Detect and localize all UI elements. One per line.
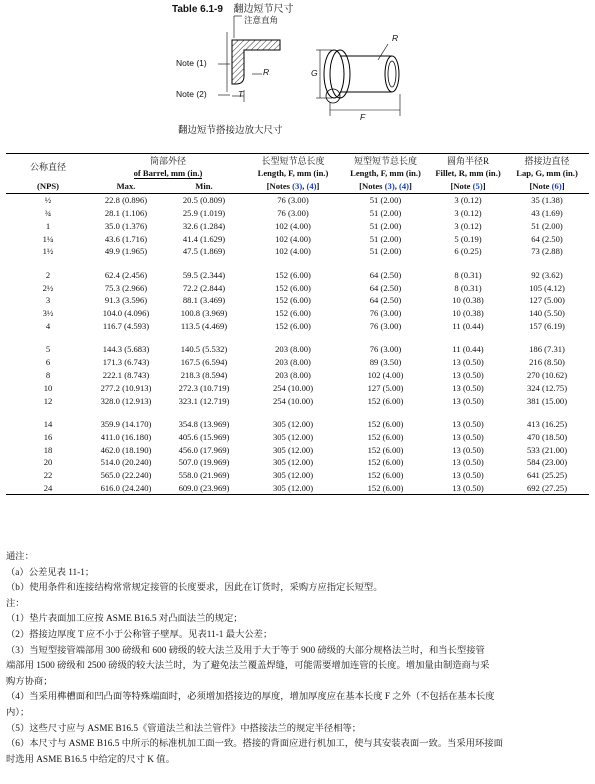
table-row <box>6 281 589 294</box>
cell-barrel-min: 405.6 (15.969) <box>178 431 230 442</box>
cell-nps: 8 <box>45 369 51 380</box>
header-short-note: [Notes (3), (4)] <box>340 180 431 194</box>
general-notes-heading: 通注： <box>6 552 34 562</box>
cell-barrel-max: 28.1 (1.106) <box>104 207 148 218</box>
cell-fillet: 13 (0.50) <box>431 482 505 495</box>
table-row <box>6 232 589 245</box>
figure-label-r-left: R <box>263 67 270 77</box>
cell-long-length: 305 (12.00) <box>272 470 314 481</box>
cell-nps: 18 <box>43 444 53 455</box>
cell-fillet: 8 (0.31) <box>454 269 482 280</box>
group-spacer <box>6 332 589 343</box>
table-row <box>6 430 589 443</box>
lap-detail-section <box>218 16 280 102</box>
cell-barrel-max: 144.3 (5.683) <box>102 344 150 355</box>
cell-long-length: 152 (6.00) <box>275 269 311 280</box>
cell-long-length: 305 (12.00) <box>272 431 314 442</box>
cell-nps: 4 <box>45 320 51 331</box>
cell-nps: 1 <box>45 220 51 231</box>
general-note-b: （b）使用条件和连接结构常常规定接管的长度要求，因此在订货时，采购方应指定长短型。 <box>6 583 383 594</box>
cell-fillet: 13 (0.50) <box>452 369 484 380</box>
note-4-line-2: 内）； <box>6 707 30 718</box>
cell-lap: 641 (25.25) <box>526 470 568 481</box>
cell-long-length: 254 (10.00) <box>272 395 314 406</box>
cell-fillet: 8 (0.31) <box>454 282 482 293</box>
cell-short-length: 76 (3.00) <box>369 308 402 319</box>
header-nps-cn: 公称直径 <box>6 154 90 180</box>
spacer-cell <box>6 332 589 343</box>
cell-long-length: 76 (3.00) <box>277 207 309 218</box>
cell-short-length: 152 (6.00) <box>340 482 431 495</box>
figure-caption: 翻边短节搭接边放大尺寸 <box>178 126 283 136</box>
cell-barrel-min: 32.6 (1.284) <box>182 220 226 231</box>
header-short-en: Length, F, mm (in.) <box>350 168 421 179</box>
cell-long-length: 152 (6.00) <box>275 295 311 306</box>
header-fillet-cn: 圆角半径R <box>431 154 505 168</box>
cell-long-length: 254 (10.00) <box>272 382 314 393</box>
note-link-3[interactable]: (3) <box>384 181 395 192</box>
cell-barrel-max: 116.7 (4.593) <box>102 320 150 331</box>
cell-lap: 692 (27.25) <box>505 482 589 495</box>
cell-lap: 92 (3.62) <box>531 269 563 280</box>
cell-fillet: 3 (0.12) <box>454 207 482 218</box>
cell-short-length: 51 (2.00) <box>369 233 402 244</box>
cell-lap: 157 (6.19) <box>529 320 565 331</box>
table-row <box>6 207 589 220</box>
table-row <box>6 343 589 356</box>
cell-short-length: 76 (3.00) <box>369 344 402 355</box>
header-lap-en: Lap, G, mm (in.) <box>516 168 578 179</box>
cell-fillet: 13 (0.50) <box>452 457 484 468</box>
header-barrel-en: of Barrel, mm (in.) <box>133 168 203 179</box>
header-short-cn: 短型短节总长度 <box>340 154 431 168</box>
note-link-6[interactable]: (6) <box>551 181 562 192</box>
cell-lap: 43 (1.69) <box>531 207 563 218</box>
note-link-3[interactable]: (3) <box>292 181 303 192</box>
notes-heading: 注： <box>6 598 25 609</box>
cell-fillet: 3 (0.12) <box>454 195 482 206</box>
table-row <box>6 268 589 281</box>
header-fillet-en: Fillet, R, mm (in.) <box>435 168 501 179</box>
notes-section <box>6 550 589 768</box>
figure-label-r-right: R <box>392 33 399 43</box>
header-long-cn: 长型短节总长度 <box>246 154 340 168</box>
cell-short-length: 152 (6.00) <box>367 431 404 442</box>
note-2: （2）搭接边厚度 T 应不小于公称管子壁厚。见表11-1 最大公差； <box>6 629 273 640</box>
note-link-5[interactable]: (5) <box>472 181 483 192</box>
figure-label-f: F <box>360 112 366 122</box>
header-fillet-note: [Note (5)] <box>431 180 505 194</box>
cell-long-length: 203 (8.00) <box>275 357 311 368</box>
cell-barrel-max: 277.2 (10.913) <box>100 382 152 393</box>
figure-label-attention: 注意直角 <box>244 15 279 25</box>
cell-nps: 5 <box>45 344 51 355</box>
cell-lap: 64 (2.50) <box>531 233 563 244</box>
cell-long-length: 102 (4.00) <box>275 233 311 244</box>
cell-lap: 533 (21.00) <box>526 444 568 455</box>
cell-nps: 6 <box>45 357 51 368</box>
table-row <box>6 369 589 382</box>
cell-barrel-max: 328.0 (12.913) <box>100 395 152 406</box>
cell-lap: 127 (5.00) <box>529 295 565 306</box>
table-row <box>6 294 589 307</box>
cell-lap: 584 (23.00) <box>526 457 568 468</box>
cell-short-length: 64 (2.50) <box>369 295 402 306</box>
cell-lap: 270 (10.62) <box>526 369 568 380</box>
cell-barrel-max: 359.9 (14.170) <box>100 418 152 429</box>
cell-lap: 51 (2.00) <box>531 220 563 231</box>
note-link-4[interactable]: (4) <box>399 181 410 192</box>
cell-fillet: 13 (0.50) <box>452 382 484 393</box>
cell-nps: 2½ <box>42 282 54 293</box>
dimension-table <box>6 153 589 495</box>
cell-barrel-max: 62.4 (2.456) <box>104 269 148 280</box>
cell-short-length: 51 (2.00) <box>369 195 402 206</box>
cell-nps: 22 <box>43 470 53 481</box>
cell-barrel-min: 59.5 (2.344) <box>182 269 226 280</box>
cell-fillet: 11 (0.44) <box>452 344 484 355</box>
table-row <box>6 219 589 232</box>
cell-barrel-min: 558.0 (21.969) <box>178 470 230 481</box>
cell-barrel-min: 456.0 (17.969) <box>178 444 230 455</box>
cell-fillet: 13 (0.50) <box>452 357 484 368</box>
cell-nps: 1¼ <box>42 233 54 244</box>
cell-barrel-max: 43.6 (1.716) <box>104 233 148 244</box>
cell-barrel-min: 100.8 (3.969) <box>180 308 228 319</box>
cell-nps: 24 <box>6 482 90 495</box>
cell-short-length: 127 (5.00) <box>367 382 404 393</box>
figure-label-g: G <box>311 68 318 78</box>
table-row <box>6 482 589 495</box>
cell-fillet: 13 (0.50) <box>452 444 484 455</box>
note-6-line-2: 时选用 ASME B16.5 中给定的尺寸 K 值。 <box>6 754 175 765</box>
cell-fillet: 13 (0.50) <box>452 395 484 406</box>
cell-barrel-min: 218.3 (8.594) <box>180 369 228 380</box>
cell-barrel-min: 323.1 (12.719) <box>178 395 230 406</box>
cell-short-length: 51 (2.00) <box>369 220 402 231</box>
cell-lap: 381 (15.00) <box>526 395 568 406</box>
note-3-line-2: 端部用 1500 磅级和 2500 磅级的较大法兰时，为了避免法兰覆盖焊缝，可能需要增加连管的长度。增加量由制造商与采 <box>6 661 490 672</box>
note-3-line-3: 购方协商； <box>6 676 53 687</box>
stub-end-drawing <box>170 12 450 140</box>
cell-lap: 140 (5.50) <box>529 308 565 319</box>
cell-nps: 3½ <box>42 308 54 319</box>
note-1: （1）垫片表面加工应按 ASME B16.5 对凸面法兰的规定； <box>6 614 243 625</box>
cell-barrel-min: 272.3 (10.719) <box>178 382 230 393</box>
cell-lap: 73 (2.88) <box>531 246 563 257</box>
cell-long-length: 203 (8.00) <box>275 369 311 380</box>
cell-fillet: 13 (0.50) <box>452 470 484 481</box>
cell-barrel-max: 616.0 (24.240) <box>90 482 162 495</box>
cell-barrel-max: 514.0 (20.240) <box>100 457 152 468</box>
cell-lap: 35 (1.38) <box>531 195 563 206</box>
cell-lap: 186 (7.31) <box>529 344 565 355</box>
cell-barrel-max: 222.1 (8.743) <box>102 369 150 380</box>
cell-nps: 1½ <box>42 246 54 257</box>
table-row <box>6 307 589 320</box>
cell-barrel-min: 41.4 (1.629) <box>182 233 226 244</box>
cell-short-length: 152 (6.00) <box>367 457 404 468</box>
table-row <box>6 443 589 456</box>
table-row <box>6 245 589 258</box>
table-row <box>6 320 589 333</box>
cell-short-length: 152 (6.00) <box>367 444 404 455</box>
table-row <box>6 469 589 482</box>
table-body <box>6 193 589 495</box>
cell-barrel-max: 462.0 (18.190) <box>100 444 152 455</box>
figure-label-note2: Note (2) <box>176 89 207 99</box>
spacer-cell <box>6 407 589 418</box>
cell-barrel-max: 104.0 (4.096) <box>102 308 150 319</box>
table-row <box>6 394 589 407</box>
cell-barrel-min: 167.5 (6.594) <box>180 357 228 368</box>
cell-fillet: 13 (0.50) <box>452 418 484 429</box>
cell-fillet: 13 (0.50) <box>452 431 484 442</box>
cell-barrel-min: 507.0 (19.969) <box>178 457 230 468</box>
cell-short-length: 89 (3.50) <box>369 357 402 368</box>
cell-nps: 3 <box>45 295 51 306</box>
cell-long-length: 152 (6.00) <box>275 282 311 293</box>
cell-fillet: 6 (0.25) <box>454 246 482 257</box>
header-lap-cn: 搭接边直径 <box>505 154 589 168</box>
table-row <box>6 456 589 469</box>
general-note-a: （a）公差见表 11-1； <box>6 567 95 578</box>
cell-barrel-min: 113.5 (4.469) <box>180 320 228 331</box>
table-row <box>6 418 589 431</box>
cell-barrel-max: 411.0 (16.180) <box>100 431 152 442</box>
header-lap-note: [Note (6)] <box>505 180 589 194</box>
cell-barrel-max: 91.3 (3.596) <box>104 295 148 306</box>
header-long-note: [Notes (3), (4)] <box>246 180 340 194</box>
cell-lap: 105 (4.12) <box>529 282 565 293</box>
table-row <box>6 193 589 206</box>
cell-nps: 14 <box>43 418 53 429</box>
table-row <box>6 356 589 369</box>
cell-long-length: 305 (12.00) <box>272 457 314 468</box>
group-spacer <box>6 258 589 269</box>
cell-barrel-max: 22.8 (0.896) <box>104 195 148 206</box>
cell-long-length: 305 (12.00) <box>246 482 340 495</box>
table-row <box>6 381 589 394</box>
figure-label-note1: Note (1) <box>176 58 207 68</box>
cell-lap: 470 (18.50) <box>526 431 568 442</box>
cell-lap: 324 (12.75) <box>526 382 568 393</box>
cell-barrel-max: 35.0 (1.376) <box>104 220 148 231</box>
cell-long-length: 203 (8.00) <box>275 344 311 355</box>
cell-fillet: 10 (0.38) <box>452 295 484 306</box>
cell-nps: 20 <box>43 457 53 468</box>
cell-short-length: 76 (3.00) <box>369 320 402 331</box>
cell-short-length: 64 (2.50) <box>369 269 402 280</box>
cell-short-length: 152 (6.00) <box>367 395 404 406</box>
cell-long-length: 152 (6.00) <box>275 320 311 331</box>
cell-barrel-max: 171.3 (6.743) <box>102 357 150 368</box>
spacer-cell <box>6 258 589 269</box>
cell-nps: 10 <box>43 382 53 393</box>
header-barrel-cn: 筒部外径 <box>90 154 246 168</box>
header-nps-unit: (NPS) <box>6 180 90 194</box>
cell-nps: ½ <box>44 195 52 206</box>
cell-long-length: 76 (3.00) <box>277 195 309 206</box>
note-3-line-1: （3）当短型接管端部用 300 磅级和 600 磅级的较大法兰及用于大于等于 900 磅级的大部分规格法兰时，和当长型接管 <box>6 645 485 656</box>
figure-label-t: T <box>238 89 244 99</box>
cell-nps: 2 <box>45 269 51 280</box>
cell-nps: 12 <box>43 395 53 406</box>
stub-end-view <box>316 44 400 116</box>
cell-long-length: 152 (6.00) <box>275 308 311 319</box>
cell-lap: 216 (8.50) <box>529 357 565 368</box>
note-4-line-1: （4）当采用榫槽面和凹凸面等特殊端面时，必须增加搭接边的厚度，增加厚度应在基本长度 F 之外（不包括在基本长度 <box>6 692 495 703</box>
cell-short-length: 51 (2.00) <box>369 246 402 257</box>
cell-barrel-min: 88.1 (3.469) <box>182 295 226 306</box>
cell-short-length: 152 (6.00) <box>367 470 404 481</box>
cell-fillet: 10 (0.38) <box>452 308 484 319</box>
cell-fillet: 11 (0.44) <box>452 320 484 331</box>
cell-long-length: 102 (4.00) <box>275 246 311 257</box>
cell-nps: 16 <box>43 431 53 442</box>
cell-barrel-min: 72.2 (2.844) <box>182 282 226 293</box>
group-spacer <box>6 407 589 418</box>
header-min: Min. <box>162 180 246 194</box>
cell-barrel-min: 609.0 (23.969) <box>162 482 246 495</box>
cell-fillet: 3 (0.12) <box>454 220 482 231</box>
cell-long-length: 102 (4.00) <box>275 220 311 231</box>
note-5: （5）这些尺寸应与 ASME B16.5《管道法兰和法兰管件》中搭接法兰的规定半径相等； <box>6 723 362 734</box>
cell-short-length: 51 (2.00) <box>369 207 402 218</box>
cell-barrel-min: 20.5 (0.809) <box>182 195 226 206</box>
cell-long-length: 305 (12.00) <box>272 418 314 429</box>
cell-barrel-min: 25.9 (1.019) <box>182 207 226 218</box>
cell-short-length: 102 (4.00) <box>367 369 404 380</box>
cell-barrel-max: 75.3 (2.966) <box>104 282 148 293</box>
table-number: Table 6.1-9 <box>172 4 223 15</box>
note-6-line-1: （6）本尺寸与 ASME B16.5 中所示的标准机加工面一致。搭接的背面应进行机加工，使与其安装表面一致。当采用环接面 <box>6 739 503 750</box>
cell-lap: 413 (16.25) <box>526 418 568 429</box>
header-max: Max. <box>90 180 162 194</box>
cell-short-length: 152 (6.00) <box>367 418 404 429</box>
cell-long-length: 305 (12.00) <box>272 444 314 455</box>
cell-barrel-min: 354.8 (13.969) <box>178 418 230 429</box>
cell-barrel-min: 47.5 (1.869) <box>182 246 226 257</box>
header-long-en: Length, F, mm (in.) <box>257 168 329 179</box>
note-link-4[interactable]: (4) <box>306 181 317 192</box>
cell-nps: ¾ <box>44 207 52 218</box>
cell-barrel-max: 565.0 (22.240) <box>100 470 152 481</box>
cell-barrel-min: 140.5 (5.532) <box>180 344 228 355</box>
cell-fillet: 5 (0.19) <box>454 233 482 244</box>
cell-short-length: 64 (2.50) <box>369 282 402 293</box>
table-title-text: 翻边短节尺寸 <box>233 4 294 15</box>
cell-barrel-max: 49.9 (1.965) <box>104 246 148 257</box>
